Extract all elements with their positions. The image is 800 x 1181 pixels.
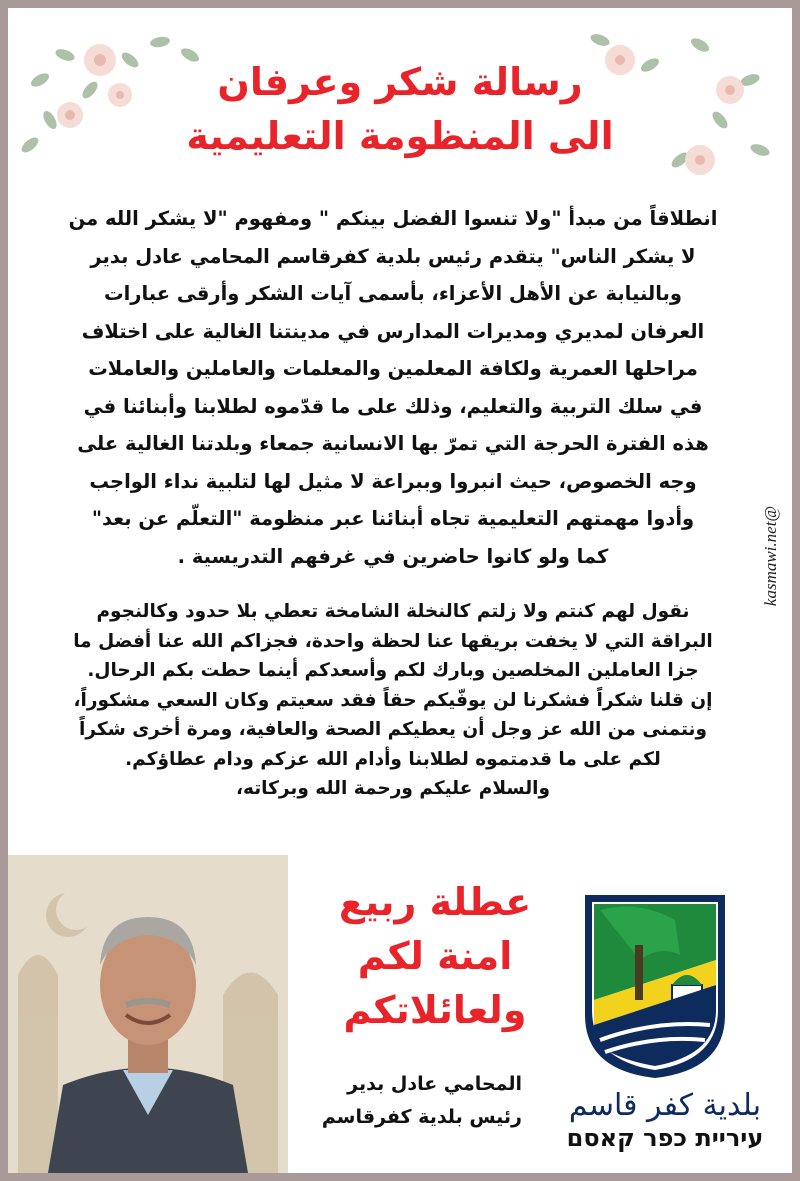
watermark-text: kasmawi.net@ [761, 505, 780, 607]
body-line: وأدوا مهمتهم التعليمية تجاه أبنائنا عبر منظومة "التعلّم عن بعد" [91, 507, 695, 530]
watermark [758, 480, 782, 640]
letter-body [24, 200, 762, 804]
logo-arabic-name: بلدية كفر قاسم [568, 1088, 762, 1123]
signature [292, 1068, 522, 1134]
body-line: مراحلها العمرية ولكافة المعلمين والمعلمات والعاملين والعاملات [88, 357, 698, 380]
body-line: البراقة التي لا يخفت بريقها عنا لحظة واحدة، فجزاكم الله عنا أفضل ما [73, 630, 713, 652]
body-line: لكم على ما قدمتموه لطلابنا وأدام الله عزكم ودام عطاؤكم. [125, 748, 661, 770]
greeting-line-1: عطلة ربيع [338, 880, 532, 924]
municipality-logo [580, 890, 730, 1080]
holiday-greeting [290, 875, 580, 1037]
body-line: هذه الفترة الحرجة التي تمرّ بها الانسانية جمعاء وبلدتنا الغالية على [77, 432, 709, 455]
body-line: العرفان لمديري ومديرات المدارس في مدينتنا الغالية على اختلاف [81, 319, 705, 343]
body-line: كما ولو كانوا حاضرين في غرفهم التدريسية . [177, 544, 609, 568]
greeting-line-2: امنة لكم [357, 934, 513, 978]
letter-title [150, 55, 650, 163]
body-line: نقول لهم كنتم ولا زلتم كالنخلة الشامخة تعطي بلا حدود وكالنجوم [96, 601, 690, 622]
body-line: لا يشكر الناس" يتقدم رئيس بلدية كفرقاسم المحامي عادل بدير [90, 244, 696, 268]
body-line: وبالنيابة عن الأهل الأعزاء، بأسمى آيات الشكر وأرقى عبارات [103, 282, 682, 305]
signature-position: رئيس بلدية كفرقاسم [321, 1106, 522, 1128]
body-line: انطلاقاً من مبدأ "ولا تنسوا الفضل بينكم " ومفهوم "لا يشكر الله من [68, 207, 718, 230]
title-line-2: الى المنظومة التعليمية [186, 114, 614, 158]
mayor-photo [8, 855, 288, 1173]
body-line: وجه الخصوص، حيث انبروا وببراعة لا مثيل لها لتلبية نداء الواجب [89, 469, 697, 493]
body-line: جزا العاملين المخلصين وبارك لكم وأسعدكم أينما حطت بكم الرحال. [87, 660, 699, 681]
signature-name: المحامي عادل بدير [347, 1073, 522, 1095]
body-line: في سلك التربية والتعليم، وذلك على ما قدّموه لطلابنا وأبنائنا في [83, 394, 703, 418]
logo-hebrew-name: עיריית כפר קאסם [566, 1124, 764, 1152]
body-line: ونتمنى من الله عز وجل أن يعطيكم الصحة والعافية، ومرة أخرى شكراً [78, 719, 707, 740]
greeting-line-3: ولعائلاتكم [343, 988, 527, 1032]
body-line: إن قلنا شكراً فشكرنا لن يوفّيكم حقاً فقد سعيتم وكان السعي مشكوراً، [73, 689, 713, 711]
title-line-1: رسالة شكر وعرفان [217, 60, 583, 104]
body-line: والسلام عليكم ورحمة الله وبركاته، [235, 778, 550, 799]
